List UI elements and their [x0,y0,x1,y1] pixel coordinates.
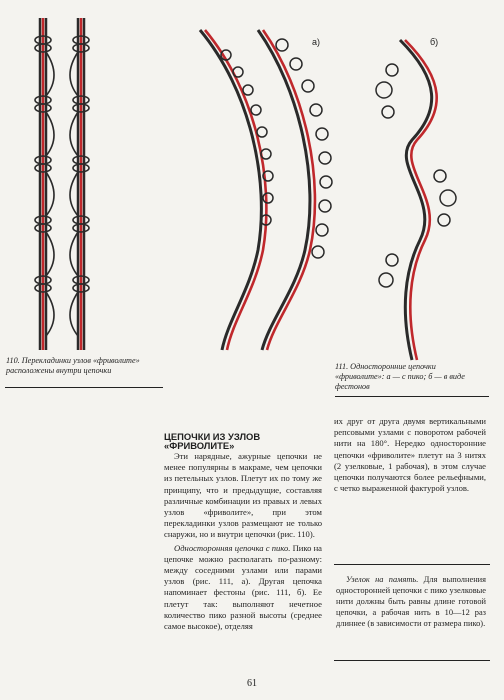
page-number: 61 [247,678,257,689]
paragraph-1: Эти нарядные, ажурные цепочки не менее популярны в макраме, чем цепочки из петельных узлов. Плетут их по тому же принципу, что и предыдущие, составляя различные комбинации из правых и левых узлов «фриволите», при этом перекладинки узлов размещают не только снаружи, но и внутри цепочки (рис. 110). [164,451,322,540]
note-rule-bottom [334,660,490,661]
memory-note-text: Для выполнения односторонней цепочки с пико узелковые нити должны быть равны длине готовой цепочки, а рабочая нить в 10—12 раз длиннее (в зависимости от размера пико). [336,575,487,628]
text-column-1 [164,431,322,632]
paragraph-continued: их друг от друга двумя вертикальными репсовыми узлами с поворотом рабочей нити на 180°. Нередко односторонние цепочки «фриволите» плетут на 3 нитях (2 узелковые, 1 рабочая), в этом случае цепочки получаются более рельефными, с четко выраженной фактурой узлов. [334,416,486,494]
caption-rule-right [335,396,489,397]
paragraph-2-text: Пико на цепочке можно располагать по-разному: между соседними узлами или парами узлов (рис. 111, а). Другая цепочка напоминает фестоны (рис. 111, б). Ее плетут так: выполняют нечетное количество пико разной высоты (среднее самое высокое), отделяя [164,542,322,632]
section-heading-line2: «ФРИВОЛИТЕ» [164,440,235,451]
figure-111a-chains [200,30,332,350]
text-column-2 [334,416,486,494]
memory-note-title: Узелок на память. [346,575,419,584]
figure-111b-label: б) [430,37,439,47]
note-rule-top [334,564,490,565]
caption-rule-left [5,387,163,388]
paragraph-2 [164,543,322,633]
memory-note [336,574,486,629]
figure-111a-label: а) [312,37,321,47]
figure-111-caption: 111. Односторонние цепочки «фриволите»: а — с пико; б — в виде фестонов [335,362,465,391]
figure-111b-chain [376,40,456,360]
paragraph-2-title: Односторонняя цепочка с пико. [174,542,291,553]
figure-110-chains [35,18,89,350]
section-heading-line1: ЦЕПОЧКИ ИЗ УЗЛОВ [164,431,261,442]
figure-110-caption: 110. Перекладинки узлов «фриволите» расположены внутри цепочки [6,356,140,375]
